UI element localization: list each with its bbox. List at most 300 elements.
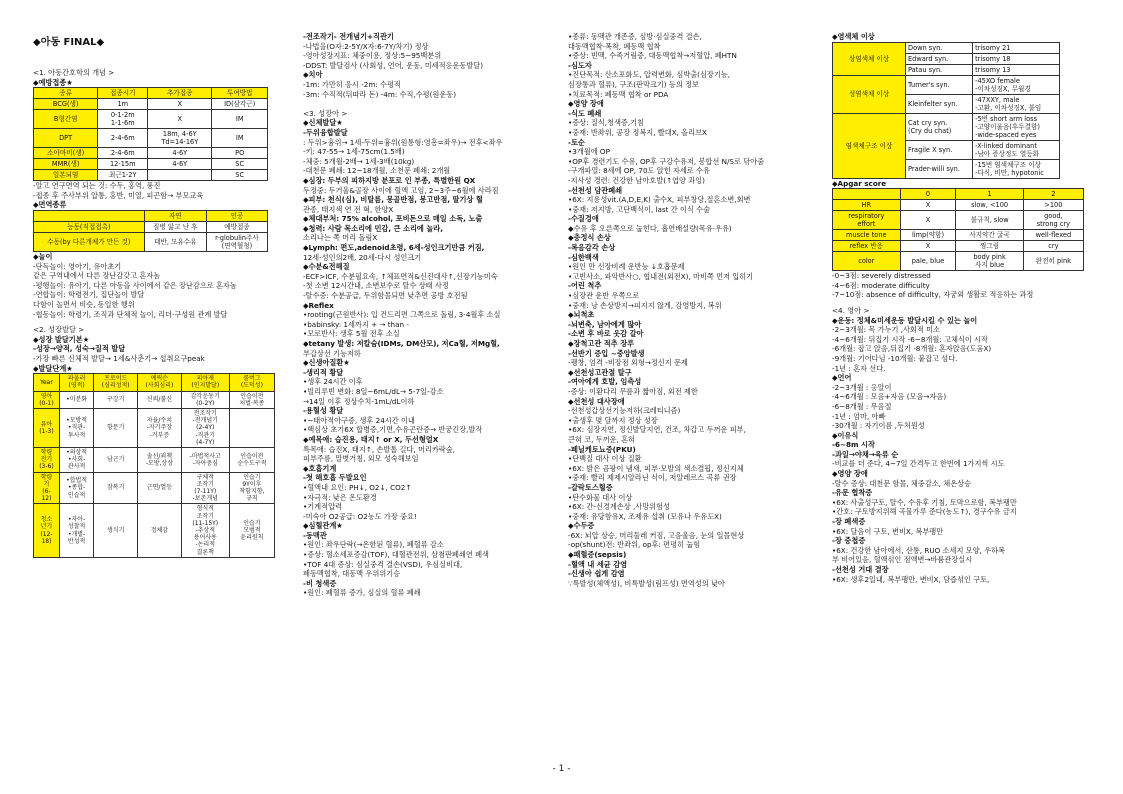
table-cell: IM bbox=[212, 110, 268, 129]
table-cell: Kleinfelter syn. bbox=[906, 94, 973, 113]
table-cell: cry bbox=[1023, 241, 1083, 252]
text-line: •원인: 폐혈류 증가, 심실의 혈류 폐쇄 bbox=[303, 588, 421, 598]
text-line: •6X: 밝은 곰팡이 냄새, 피부·모발의 색소결핍, 정신지체 bbox=[568, 463, 744, 473]
text-line: -첫 소변 12시간내, 소변보수로 탈수 상태 사정 bbox=[303, 281, 449, 291]
text-line: -혈액 내 세균 감염 bbox=[568, 559, 628, 569]
table-cell: body pink 사지 blue bbox=[956, 252, 1023, 271]
table-row bbox=[833, 230, 1084, 241]
table-cell: ID(삼각근) bbox=[212, 99, 268, 110]
text-line: -팽창, 엄격 -비장점 외형→정신지 문제 bbox=[568, 358, 688, 368]
table-cell: B형간염 bbox=[34, 110, 98, 129]
text-line: •핵심상 초기6X 합병증,기면,수유곤란증→ 반궁긴장,발작 bbox=[303, 425, 483, 435]
table-header-cell: 피아제 (인지발달) bbox=[181, 374, 229, 391]
development-stage-table bbox=[33, 373, 275, 558]
table-cell: 찡그림 bbox=[956, 241, 1023, 252]
table-header-cell: 1 bbox=[956, 189, 1023, 200]
text-line: 12세-성인의2배, 20세-다시 성인크기 bbox=[303, 252, 422, 262]
table-cell: 인습기 모범적 윤리원칙 bbox=[229, 504, 274, 557]
table-header-cell: 에릭슨 (사회심리) bbox=[138, 374, 182, 391]
table-cell: 형식적 조작기 (11-15Y) -추상적 용어사용 -논리적 결론책 bbox=[181, 504, 229, 557]
note-line: -7~10점: absence of difficulty, 자궁외 생활로 적응하는 과정 bbox=[832, 290, 1034, 300]
text-line: •원인 만 신장비례 운반능 ↓호흡문제 bbox=[568, 262, 685, 272]
table-cell: 솔선/죄책 -모방,상상 bbox=[138, 447, 182, 472]
table-cell: -X-linked dominant -남아 증상정도 열등화 bbox=[973, 140, 1060, 159]
table-cell: -47XXY, male -고환, 이차성징X, 불임 bbox=[973, 94, 1060, 113]
table-cell: 12-15m bbox=[98, 159, 148, 170]
text-line: <3. 성장아 > bbox=[303, 108, 348, 118]
table-row bbox=[833, 200, 1084, 211]
note-line: -0~3점: severely distressed bbox=[832, 271, 931, 281]
table-cell: •의상적 •사회- 관사적 bbox=[59, 447, 93, 472]
table-cell: r-globulin주사 (면역혈청) bbox=[206, 232, 267, 251]
text-line: -과일→야채→육류 순 bbox=[832, 449, 899, 459]
text-line: -수질경애 bbox=[568, 214, 599, 224]
text-line: •출생후 몇 달까지 정상 성장 bbox=[568, 415, 658, 425]
text-line: -op(shunt)전: 반좌위, op후: 편평히 눕힘 bbox=[568, 540, 701, 550]
text-line: ◆영양 장애 bbox=[832, 469, 868, 479]
section-heading: ◆발달단계★ bbox=[33, 363, 73, 373]
text-line: -DDST: 발달검사 (사회성, 언어, 운동, 미세적응운동발달) bbox=[303, 60, 484, 70]
text-line: •치료목적: 폐동맥 협착 or PDA bbox=[568, 89, 669, 99]
table-cell: •자아- 성찰적 •개별- 반성적 bbox=[59, 504, 93, 557]
column-3 bbox=[568, 32, 821, 588]
text-line: •증상: 빈맥, 수족거림증, 대동맥협착→저혈압, 폐HTN bbox=[568, 51, 737, 61]
text-line: -단독놀이: 영아기, 유아초기 bbox=[33, 261, 122, 271]
text-line: -선천성갑상선기능저하(크레티니즘) bbox=[568, 406, 681, 416]
table-header-cell: 접종시기 bbox=[98, 88, 148, 99]
text-line: -심도자 bbox=[568, 60, 592, 70]
table-cell: 수동(by 다른개체가 만든 것) bbox=[34, 232, 145, 251]
table-cell: trisomy 18 bbox=[973, 53, 1060, 64]
vaccine-notes bbox=[33, 181, 275, 200]
table-cell: 2-4-6m bbox=[98, 129, 148, 148]
text-line: •6X: 생후2일내, 복부팽만, 변비X, 담즙섞인 구토, bbox=[832, 574, 990, 584]
table-cell: SC bbox=[212, 159, 268, 170]
text-line: -페닐케토뇨증(PKU) bbox=[568, 444, 636, 454]
table-row bbox=[833, 113, 1060, 140]
table-cell: 정체감 bbox=[138, 504, 182, 557]
table-row bbox=[34, 99, 268, 110]
table-cell: 사지약간 굴곡 bbox=[956, 230, 1023, 241]
table-row bbox=[34, 110, 268, 129]
table-cell: 인습기 9Y이후 착함지향, 규칙 bbox=[229, 472, 274, 504]
table-cell: trisomy 13 bbox=[973, 64, 1060, 75]
table-cell: 4-6Y bbox=[148, 148, 212, 159]
section-heading: ◆Apgar score bbox=[832, 178, 887, 188]
table-row bbox=[34, 408, 275, 447]
table-row bbox=[34, 221, 268, 232]
text-line: -6~8m 시작 bbox=[832, 440, 875, 450]
table-row bbox=[34, 391, 275, 408]
table-cell: Turner's syn. bbox=[906, 75, 973, 94]
table-header-cell: 자연 bbox=[144, 210, 206, 221]
text-line: -두위융합발달 bbox=[303, 127, 348, 137]
table-cell: muscle tone bbox=[833, 230, 901, 241]
table-cell bbox=[229, 408, 274, 447]
text-line: -영아성장지표: 체중이용, 정상:5~95백분위 bbox=[303, 51, 442, 61]
text-line: •6X: 지용성vit.(A,D,E,K) 출수X, 피부창당,질흔소변,회변 bbox=[568, 195, 751, 205]
table-cell: good, strong cry bbox=[1023, 211, 1083, 230]
column-1 bbox=[33, 46, 275, 558]
text-line: -2~3개월 : 옹알이 bbox=[832, 382, 892, 392]
text-line: 다함이 놀면서 비슷, 동일한 행위 bbox=[33, 299, 135, 309]
text-line: -지사성 경련: 건강한 남아호발(↑엽양 과잉) bbox=[568, 175, 705, 185]
table-cell: DPT bbox=[34, 129, 98, 148]
table-cell: HR bbox=[833, 200, 901, 211]
table-cell: >100 bbox=[1023, 200, 1083, 211]
text-line: 부갑상선 기능저하 bbox=[303, 348, 361, 358]
table-cell: 자율/수치 -자기주장 -거부증 bbox=[138, 408, 182, 447]
table-cell: trisomy 21 bbox=[973, 42, 1060, 53]
table-cell: 항문기 bbox=[94, 408, 138, 447]
table-header-row bbox=[34, 88, 268, 99]
text-line: -선반기 증입 ~중앙발생 bbox=[568, 348, 645, 358]
text-line: -동맥관 bbox=[303, 530, 327, 540]
table-row bbox=[34, 447, 275, 472]
table-cell: -45XO female -이차성징X, 무월경 bbox=[973, 75, 1060, 94]
section-heading: ◆면역종류 bbox=[33, 200, 67, 210]
text-line: 대동맥협착·폭착, 폐동맥 협착 bbox=[568, 41, 661, 51]
text-line: -가장 빠른 신체적 발달→ 1세&사춘기→ 섭취요구peak bbox=[33, 353, 205, 363]
text-line: •모로반사: 생후 5월 전후 소실 bbox=[303, 329, 400, 339]
text-line: -전조작기- 전개념기+직관기 bbox=[303, 32, 394, 41]
table-cell: 근면/열등 bbox=[138, 472, 182, 504]
table-row bbox=[34, 129, 268, 148]
page-number: - 1 - bbox=[552, 764, 571, 774]
text-line: ◆체대부처: 75% alcohol, 포비돈으로 매일 소독, 노출 bbox=[303, 214, 483, 224]
table-cell: pale, blue bbox=[900, 252, 956, 271]
text-line: 소리나는 쪽 머리 돌림X bbox=[303, 233, 378, 243]
table-header-cell: 추가접종 bbox=[148, 88, 212, 99]
table-cell: 소아마비(생) bbox=[34, 148, 98, 159]
text-line: •6X: 달음이 구토, 변비X, 복부팽만 bbox=[832, 526, 944, 536]
text-line: -선천성 거대 결장 bbox=[832, 565, 889, 574]
table-cell: 최근1-2Y bbox=[98, 170, 148, 181]
text-line: -탈수 증상: 대천문 함몰, 체중감소, 체온상승 bbox=[832, 478, 972, 488]
text-line: •중재: 유당함유X, 조제유 섭취 (모유나 우유도X) bbox=[568, 511, 722, 521]
text-line: -증상: 이환다리 무릎과 짧아짐, 외전 제한 bbox=[568, 386, 698, 396]
text-line: ◆심장: 두부의 피하지방 분포로 인 부종, 특별한원 QX bbox=[303, 175, 476, 185]
column-4 bbox=[832, 32, 1090, 584]
page-title: ◆아동 FINAL◆ bbox=[33, 37, 105, 48]
text-line: -나법을(O자:2-5Y/X자:6-7Y/차기) 정상 bbox=[303, 41, 429, 51]
table-cell: •모방적 •직관- 투사적 bbox=[59, 408, 93, 447]
text-line: •6X: 간-신경계손상 ,사망위험성 bbox=[568, 502, 670, 512]
column-2 bbox=[303, 32, 553, 598]
note-line: -접종 후 주사부위 압통, 홍반, 미열, 피곤함→ 부모교육 bbox=[33, 190, 204, 200]
group-cell: 상염색체 이상 bbox=[833, 42, 906, 75]
text-line: •3개월에 OP bbox=[568, 147, 610, 157]
table-cell: X bbox=[148, 99, 212, 110]
table-cell: 학령 기 (6- 12) bbox=[34, 472, 60, 504]
text-line: •6X: 건강한 남아에서, 산통, RUO 소세지 모양, 우하복 bbox=[832, 545, 1005, 555]
section-title: <1. 아동간호학의 개념 > bbox=[33, 68, 115, 77]
text-line: •6X: 사출성구토, 탈수, 수유후 기침, 토막으로함, 복부팽만 bbox=[832, 497, 1017, 507]
table-row bbox=[833, 241, 1084, 252]
table-cell: X bbox=[900, 200, 956, 211]
text-line: •생후 24시간 이후 bbox=[303, 377, 363, 387]
text-line: ◆신체발달★ bbox=[303, 118, 343, 128]
table-cell: 청소 년기 (12- 18) bbox=[34, 504, 60, 557]
table-cell: 2-4-6m bbox=[98, 148, 148, 159]
group-cell: 염색체구조 이상 bbox=[833, 113, 906, 178]
table-cell: 0-1-2m 1-1-6m bbox=[98, 110, 148, 129]
table-header-cell: 콜버그 (도덕성) bbox=[229, 374, 274, 391]
text-line: -ECF>ICF, 수분필요속, ↑체표면적&신진대사↑,신장기능미숙 bbox=[303, 271, 498, 281]
immunity-table bbox=[33, 210, 268, 252]
table-cell: 일본뇌염 bbox=[34, 170, 98, 181]
text-line: -협동놀이: 학령기, 조직과 단체적 놀이, 리더·구성원 관계 발달 bbox=[33, 309, 228, 319]
table-cell: 신뢰/불신 bbox=[138, 391, 182, 408]
text-line: •탄수화물 대사 이상 bbox=[568, 492, 633, 502]
table-cell: 완전히 pink bbox=[1023, 252, 1083, 271]
table-cell: 18m, 4-6Y Td=14-16Y bbox=[148, 129, 212, 148]
table-row bbox=[34, 504, 275, 557]
text-line: -생리적 황달 bbox=[303, 367, 344, 377]
text-line: ◆선천성 대사장애 bbox=[568, 396, 625, 406]
section-heading: ◆성장 발달기본★ bbox=[33, 334, 90, 344]
table-cell: respiratory effort bbox=[833, 211, 901, 230]
table-cell: -5번 short arm loss -고양이울음(후두결함) -wide-spaced eyes bbox=[973, 113, 1060, 140]
text-line: •TOF 4대 증상: 심실중격 결손(VSD), 우심실비대, bbox=[303, 559, 463, 569]
note-line: -알고 연구면역 되는 것: 수두, 홍역, 풍진 bbox=[33, 181, 161, 191]
table-row bbox=[34, 148, 268, 159]
text-line: •중재: 낭 손상방지→피지지 않게, 감염방지, 복위 bbox=[568, 300, 722, 310]
text-line: -3m: 수직적(뒤따라 돈) -4m: 수직,수평(원운동) bbox=[303, 89, 457, 99]
section-title: <2. 성장발달 > bbox=[33, 325, 85, 335]
table-header-cell: 인공 bbox=[206, 210, 267, 221]
text-line: •증상: 혈소세포증감(TOF), 대혈관전위, 삼첨판폐쇄연 폐색 bbox=[303, 550, 489, 560]
text-line: ◆장척고관 적추 장루 bbox=[568, 339, 635, 348]
text-line: •babinsky: 1세까지 + → than - bbox=[303, 319, 409, 329]
table-cell: BCG(생) bbox=[34, 99, 98, 110]
table-header-cell: 0 bbox=[900, 189, 956, 200]
text-line: -신생아 쉽게 감염 bbox=[568, 569, 625, 579]
table-header-cell bbox=[833, 189, 901, 200]
table-cell: reflex 반응 bbox=[833, 241, 901, 252]
column-4-lines bbox=[832, 306, 1090, 584]
table-cell: MMR(생) bbox=[34, 159, 98, 170]
table-cell: Cat cry syn. (Cry du chat) bbox=[906, 113, 973, 140]
text-line: -비 청색증 bbox=[303, 578, 337, 588]
text-line: •중재: 빨리 제제시알라닌 식이, 저알레르스 곡류 권장 bbox=[568, 473, 737, 483]
table-cell: 질병 앓고 난 후 bbox=[144, 221, 206, 232]
table-cell: •합법적 •종합- 인습적 bbox=[59, 472, 93, 504]
text-line: 같은 구역내에서 다른 장난감갖고 혼자놈 bbox=[33, 271, 161, 281]
text-line: •증상: 질식,청색증,기침 bbox=[568, 118, 645, 128]
text-line: •빌리루빈 변화: 8일~6mL/dL→ 5-7일-감소 bbox=[303, 386, 444, 396]
text-line: ◆운동: 정체&미세운동 발달시킬 수 있는 놀이 bbox=[832, 315, 978, 325]
text-line: -장 폐색증 bbox=[832, 517, 866, 527]
text-line: -미숙아 O2공급: O2농도 가장 중요! bbox=[303, 511, 417, 521]
text-line: •중재: 저지방, 고단백식이, last 간 이식 수술 bbox=[568, 204, 711, 214]
table-cell: -15번 염색체구조 이상 -다식, 비만, hypotonic bbox=[973, 159, 1060, 178]
section-heading: ◆예방접종★ bbox=[33, 77, 73, 87]
table-cell: SC bbox=[212, 170, 268, 181]
table-cell: color bbox=[833, 252, 901, 271]
table-header-cell bbox=[34, 210, 145, 221]
text-line: -6개월: 잡고 앉음,뒤집기 -8개월: 혼자앉음(도움X) bbox=[832, 344, 992, 354]
text-line: -뇌변축, 남아에게 많아 bbox=[568, 319, 642, 329]
table-cell: X bbox=[148, 110, 212, 129]
table-cell: 유아 (1-3) bbox=[34, 408, 60, 447]
text-line: ◆영양 장애 bbox=[568, 99, 604, 109]
text-line: ◆치아 bbox=[303, 70, 323, 80]
table-cell: 예방접종 bbox=[206, 221, 267, 232]
text-line: 두정중: 두거울&골장 사이에 혈액 고임, 2~3주~6월에 사라짐 bbox=[303, 185, 499, 195]
text-line: -구개파열: 8세에 OP, 70도 앉힌 자세로 수유 bbox=[568, 166, 710, 176]
text-line: -2~3개월: 목 가누기 ,사회적 미소 bbox=[832, 325, 940, 335]
table-cell: Edward syn. bbox=[906, 53, 973, 64]
text-line: •자극적: 낮은 온도환경 bbox=[303, 492, 377, 502]
text-line: -4~6개월: 뒤집기 시작 -6~8개월: 고체식이 시작 bbox=[832, 334, 988, 344]
text-line: 심장통과 혈류), 구조(판막크기) 등의 정보 bbox=[568, 79, 699, 89]
text-line: 부 비어있음, 혈액섞인 점액변→바륨관장실시 bbox=[832, 555, 973, 565]
text-line: -체중: 5개월-2배→ 1세-3배(10kg) bbox=[303, 156, 415, 166]
table-cell: X bbox=[900, 211, 956, 230]
text-line: ◆선천성고관절 탈구 bbox=[568, 367, 632, 377]
table-cell: 생식기 bbox=[94, 504, 138, 557]
text-line: -유문 협착증 bbox=[832, 488, 873, 498]
play-lines bbox=[33, 262, 275, 320]
table-header-cell: 파울러 (영적) bbox=[59, 374, 93, 391]
text-line: ◆수두증 bbox=[568, 521, 595, 531]
text-line: -어린 척추 bbox=[568, 281, 602, 291]
text-line: ◆충정식 손상 bbox=[568, 233, 611, 243]
text-line: : 두위>흉위→ 1세-두위=흉위(원통형:영흥=좌우)→ 전후<좌우 bbox=[303, 137, 503, 147]
apgar-table bbox=[832, 188, 1084, 271]
text-line: •간호: 구토방지위해 곡물가루 준다(농도↑), 경구수유 금지 bbox=[832, 507, 1017, 517]
section-heading: ◆염색체 이상 bbox=[832, 32, 875, 41]
text-line: 특목애: 습진X, 태지↑, 손발톱 길다, 머리카락숲, bbox=[303, 444, 455, 454]
text-line: -비교를 더 준다, 4~7일 간격두고 한번에 1가지씩 시도 bbox=[832, 459, 1005, 469]
text-line: •기계적압력 bbox=[303, 502, 342, 512]
table-header-cell: 2 bbox=[1023, 189, 1083, 200]
text-line: -장 중첩증 bbox=[832, 536, 866, 546]
table-cell: 능동(직접접촉) bbox=[34, 221, 145, 232]
text-line: →14일 이후 정상수치-1mL/dL이하 bbox=[303, 396, 415, 406]
table-cell: X bbox=[900, 241, 956, 252]
text-line: 큰혀 코, 두꺼운, 혼혀 bbox=[568, 434, 635, 444]
table-cell: Prader-willi syn. bbox=[906, 159, 973, 178]
table-cell: 불규칙, slow bbox=[956, 211, 1023, 230]
table-header-row bbox=[34, 210, 268, 221]
text-line: ◆Reflex bbox=[303, 300, 334, 310]
text-line: •고빈사소, 파악반사○, 협내전(외전X), 마비쪽 먼저 입히기 bbox=[568, 271, 754, 281]
text-line: ◆수분&전해질 bbox=[303, 262, 350, 272]
table-header-cell: 투여방법 bbox=[212, 88, 268, 99]
table-cell: 감각운동기 (0-2Y) bbox=[181, 391, 229, 408]
text-line: -대천문 폐쇄: 12~18개월, 소천문 폐쇄: 2개월 bbox=[303, 166, 451, 176]
table-cell: limp(약함) bbox=[900, 230, 956, 241]
text-line: -용혈성 황달 bbox=[303, 406, 344, 416]
text-line: ◆수유 후 오른쪽으로 눕힌다, 흡연배설량(목유·우유) bbox=[568, 223, 732, 233]
table-cell: Fragile X syn. bbox=[906, 140, 973, 159]
table-header-row bbox=[34, 374, 275, 391]
text-line: -심한백색 bbox=[568, 252, 599, 262]
text-line: •심장관 운반 우쪽으로 bbox=[568, 291, 640, 301]
table-row bbox=[34, 159, 268, 170]
table-cell: 잠복기 bbox=[94, 472, 138, 504]
text-line: -토순 bbox=[568, 137, 585, 147]
table-cell: 1m bbox=[98, 99, 148, 110]
table-cell: slow, <100 bbox=[956, 200, 1023, 211]
text-line: ◆호흡기계 bbox=[303, 463, 337, 473]
table-cell: •미분화 bbox=[59, 391, 93, 408]
text-line: ◆청력: 사람 목소리에 민감, 큰 소리에 놀라, bbox=[303, 223, 443, 233]
text-line: -6X: 뇌압 상승, 머리둘레 커짐, 고음울음, 눈의 일몰현상 bbox=[568, 530, 745, 540]
table-cell bbox=[148, 170, 212, 181]
text-line: •혈액내 요인: PH↓, O2↓, CO2↑ bbox=[303, 482, 412, 492]
table-cell: 4-6Y bbox=[148, 159, 212, 170]
text-line: -갈락토스혈증 bbox=[568, 482, 613, 492]
text-line: -첫 해호흡 두발요인 bbox=[303, 473, 367, 483]
table-cell: PO bbox=[212, 148, 268, 159]
text-line: -선천성 담관폐쇄 bbox=[568, 185, 623, 195]
text-line: ◆언어 bbox=[832, 373, 852, 383]
text-line: ◆심혈관계★ bbox=[303, 521, 343, 531]
table-header-cell: Year bbox=[34, 374, 60, 391]
text-line: -복음감각 손상 bbox=[568, 243, 616, 253]
text-line: ◆패혈증(sepsis) bbox=[568, 550, 627, 560]
text-line: ◆뇌척초 bbox=[568, 310, 595, 320]
text-line: ◆피부: 천식(심), 비탈름, 몽골반점, 봉고반점, 딸기상 혈 bbox=[303, 195, 483, 205]
table-cell: IM bbox=[212, 129, 268, 148]
table-cell: 인습이전 순수도구적 bbox=[229, 447, 274, 472]
text-line: -4~6개월 : 모음+자음 (모음→자음) bbox=[832, 392, 947, 402]
text-line: •중재: 반좌위, 공장 정복지, 빨대X, 올리브X bbox=[568, 127, 707, 137]
table-cell: 구강기 bbox=[94, 391, 138, 408]
text-line: -키: 47-55→ 1세-75cm(1.5배) bbox=[303, 147, 405, 157]
table-cell: Down syn. bbox=[906, 42, 973, 53]
text-line: -탈수증: 수분공급, 두위함몰되면 낮추면 공방 호전됨 bbox=[303, 291, 468, 301]
text-line: •OP후 경련기도 수유, OP후 구강수유저, 봉합선 N/S로 닦아줌 bbox=[568, 156, 765, 166]
text-line: -성장→양적, 성숙→질적 발달 bbox=[33, 344, 126, 354]
text-line: •~태아적아구증, 생후 24시간 이내 bbox=[303, 415, 415, 425]
text-line: •6X: 심장지연, 정신발달지연, 건조, 차갑고 두꺼운 피부, bbox=[568, 425, 746, 435]
text-line: ◆이유식 bbox=[832, 430, 859, 440]
text-line: ◆Lymph: 편도,adenoid초령, 6세-성인크기만큼 커짐, bbox=[303, 243, 485, 253]
text-line: -1년 : 혼자 선다. bbox=[832, 363, 886, 373]
table-row bbox=[833, 211, 1084, 230]
table-cell: 남근기 bbox=[94, 447, 138, 472]
table-cell: 영아 (0-1) bbox=[34, 391, 60, 408]
table-header-row bbox=[833, 189, 1084, 200]
table-row bbox=[833, 252, 1084, 271]
text-line: -1m: 가만히 응시 -2m: 수평적 bbox=[303, 79, 401, 89]
text-line: -식도 폐쇄 bbox=[568, 108, 602, 118]
text-line: -소변 후 바로 옷감 갈아 bbox=[568, 329, 644, 339]
table-row bbox=[34, 232, 268, 251]
text-line: -30개월 : 자기이름 ,두처원성 bbox=[832, 421, 925, 431]
text-line: -여아에게 호발, 임측성 bbox=[568, 377, 642, 387]
text-line: •진단목적: 산소포화도, 압력변화, 심박출(심장기능, bbox=[568, 70, 731, 80]
text-line: -평행놀이: 유아기, 다른 아동을 사이에서 같은 장난감으로 혼자놈 bbox=[33, 280, 237, 290]
text-line: 폐동맥협착, 대동맥 우위위기승 bbox=[303, 569, 401, 579]
growth-lines bbox=[33, 344, 275, 363]
text-line: •종류: 동맥관 개존증, 심방·심실중격 결손, bbox=[568, 32, 702, 41]
text-line: •원인: 좌우단락(→온한된 혈류), 폐혈류 감소 bbox=[303, 540, 444, 550]
text-line: -연합놀이: 학령전기, 집단놀이 발달 bbox=[33, 290, 145, 300]
group-cell: 성염색체 이상 bbox=[833, 75, 906, 113]
text-line: ◆tetany 발생: 저칼슘(IDMs, DM산모), 저Ca혈, 저Mg혈, bbox=[303, 339, 500, 348]
table-row bbox=[34, 472, 275, 504]
table-cell: well-flexed bbox=[1023, 230, 1083, 241]
text-line: -9개월: 기어다님 -10개월: 붙잡고 섬다. bbox=[832, 353, 958, 363]
text-line: •단백질 대사 이상 질환 bbox=[568, 454, 642, 464]
table-cell: 구체적 조작기 (7-11Y) -보존개념 bbox=[181, 472, 229, 504]
text-line: -6~8개월 : 무음절 bbox=[832, 401, 892, 411]
